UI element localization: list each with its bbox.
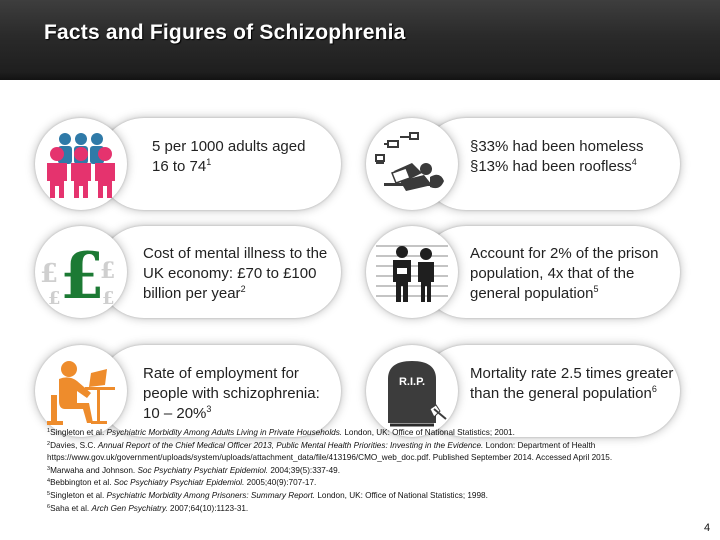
fact-icon-circle-homeless — [366, 118, 458, 210]
fact-text-prevalence: 5 per 1000 adults aged 16 to $74^1$ — [152, 138, 306, 175]
reference-item: $^2$Davies, S.C. Annual Report of the Chief Medical Officer 2013, Public Mental Health Priorities: Investing in the Evidence. London: Department of Health — [47, 440, 596, 450]
homeless-icon — [370, 129, 454, 199]
page-title: Facts and Figures of Schizophrenia — [44, 21, 406, 44]
gravestone-icon — [372, 351, 452, 431]
footnote-marker: 6 — [651, 384, 657, 394]
gravestone-rip-text: R.I.P. — [398, 376, 426, 388]
fact-icon-circle-prison — [366, 226, 458, 318]
reference-item: $^3$Marwaha and Johnson. Soc Psychiatry Psychiatr Epidemiol. 2004;39(5):337-49. — [47, 465, 340, 475]
fact-text-prison: Account for 2% of the prison population, 4x that of the general population$^5$ — [470, 245, 659, 302]
title-bar — [0, 0, 720, 80]
svg-text:£: £ — [100, 258, 116, 284]
reference-item: $^6$Saha et al. Arch Gen Psychiatry. 2007;64(10):1123-31. — [47, 503, 249, 513]
people-icon — [41, 124, 121, 204]
page-number: 4 — [704, 522, 711, 534]
svg-text:£: £ — [60, 239, 105, 312]
footnote-marker: 3 — [206, 404, 212, 414]
fact-icon-circle-cost — [35, 226, 127, 318]
footnote-marker: 4 — [631, 157, 637, 167]
fact-icon-circle-prevalence — [35, 118, 127, 210]
reference-item: $^1$Singleton et al. Psychiatric Morbidity Among Adults Living in Private Households. London, UK: Office of National Statistics; 2001. — [47, 428, 515, 437]
fact-text-cost: Cost of mental illness to the UK economy: £70 to £100 billion per year$^2$ — [143, 245, 328, 302]
office-worker-icon — [41, 351, 121, 431]
fact-text-employment: Rate of employment for people with schizophrenia: 10 – 20%$^3$ — [143, 365, 320, 422]
fact-text-homeless — [470, 137, 680, 177]
fact-line-homeless: §33% had been homeless — [470, 138, 644, 155]
svg-text:£: £ — [40, 259, 59, 289]
fact-line-roofless: §13% had been roofless$^4$ — [470, 157, 637, 175]
svg-text:£: £ — [48, 288, 61, 309]
references — [47, 427, 687, 515]
svg-text:£: £ — [102, 288, 115, 309]
pound-icon — [38, 232, 124, 312]
prison-lineup-icon — [372, 232, 452, 312]
fact-text-mortality: Mortality rate 2.5 times greater than the general population$^6$ — [470, 365, 674, 402]
fact-icon-circle-employment — [35, 345, 127, 437]
fact-icon-circle-mortality — [366, 345, 458, 437]
reference-item: https://www.gov.uk/government/uploads/system/uploads/attachment_data/file/413196/CMO_web_doc.pdf. Published September 2014. Accessed April 2015. — [47, 453, 613, 463]
footnote-marker: 1 — [206, 157, 212, 167]
reference-item: $^5$Singleton et al. Psychiatric Morbidity Among Prisoners: Summary Report. London, UK: Office of National Statistics; 1998. — [47, 490, 488, 500]
footnote-marker: 5 — [593, 284, 599, 294]
reference-item: $^4$Bebbington et al. Soc Psychiatry Psychiatr Epidemiol. 2005;40(9):707-17. — [47, 478, 317, 488]
footnote-marker: 2 — [240, 284, 246, 294]
